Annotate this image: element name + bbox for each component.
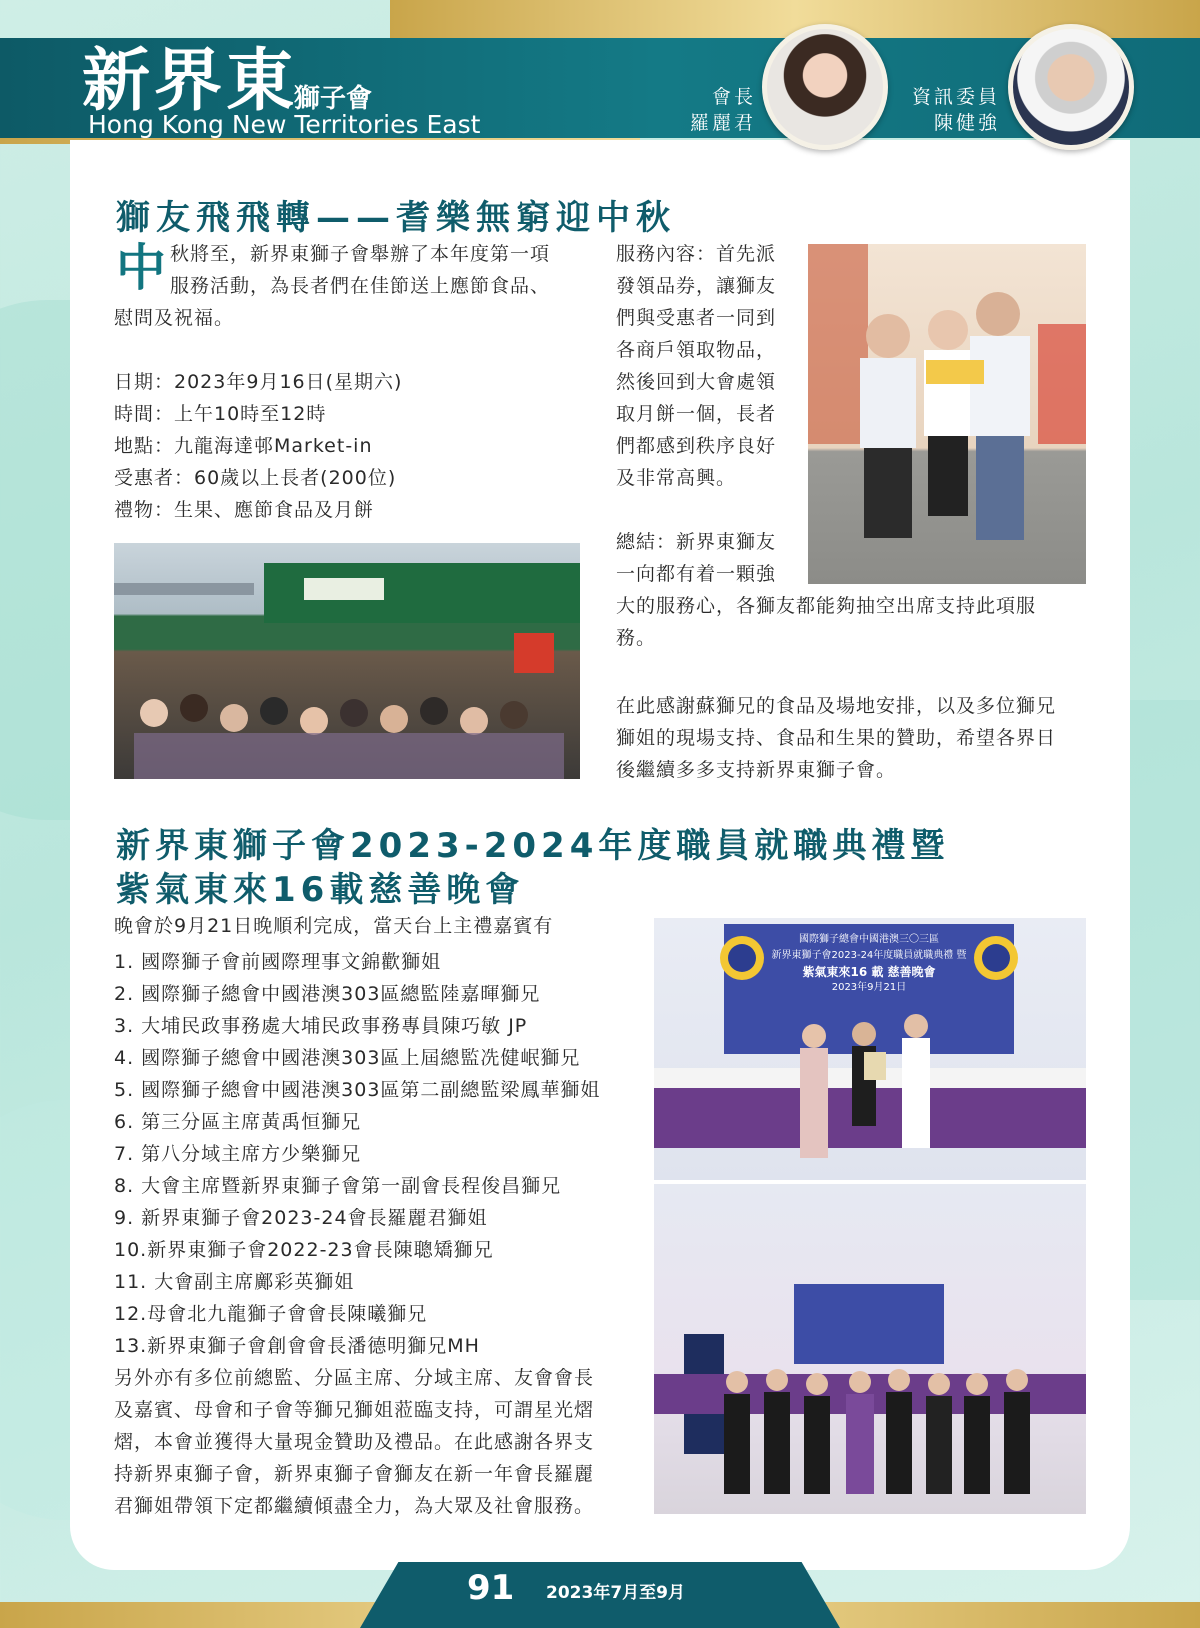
logo-chinese-suffix: 獅子會 [294, 84, 373, 114]
service-line: 然後回到大會處領 [616, 371, 777, 393]
guest-item: 12.母會北九龍獅子會會長陳曦獅兄 [114, 1303, 428, 1325]
group-photo [654, 1184, 1086, 1514]
thanks-line: 獅姐的現場支持、食品和生果的贊助，希望各界日 [616, 727, 1057, 749]
guest-item: 3. 大埔民政事務處大埔民政事務專員陳巧敏 JP [114, 1015, 528, 1037]
president-avatar [762, 24, 888, 150]
guest-item: 2. 國際獅子總會中國港澳303區總監陸嘉暉獅兄 [114, 983, 541, 1005]
thanks-line: 在此感謝蘇獅兄的食品及場地安排，以及多位獅兄 [616, 695, 1057, 717]
article1-intro-line: 慰問及祝福。 [114, 307, 235, 329]
service-line: 及非常高興。 [616, 467, 737, 489]
closing-line: 熠，本會並獲得大量現金贊助及禮品。在此感謝各界支 [114, 1431, 595, 1453]
event-gift: 禮物：生果、應節食品及月餅 [114, 499, 375, 521]
info-name: 陳健強 [933, 112, 1000, 134]
market-crowd-illustration [114, 543, 580, 779]
event-place: 地點：九龍海達邨Market-in [114, 435, 373, 457]
stage-banner-line: 紫氣東來16 載 慈善晚會 [802, 965, 936, 979]
dropcap: 中 [116, 239, 166, 297]
guest-item: 13.新界東獅子會創會會長潘德明獅兄MH [114, 1335, 480, 1357]
guest-item: 11. 大會副主席鄺彩英獅姐 [114, 1271, 355, 1293]
article2-title-line1: 新界東獅子會2023-2024年度職員就職典禮暨 [116, 826, 950, 866]
info-role-block [890, 84, 1000, 136]
guest-item: 6. 第三分區主席黃禹恒獅兄 [114, 1111, 362, 1133]
guest-item: 9. 新界東獅子會2023-24會長羅麗君獅姐 [114, 1207, 488, 1229]
info-committee-avatar [1008, 24, 1134, 150]
president-role: 會長 [711, 86, 756, 108]
guest-item: 5. 國際獅子總會中國港澳303區第二副總監梁鳳華獅姐 [114, 1079, 601, 1101]
stage-banner-line: 2023年9月21日 [831, 982, 907, 993]
issue-label: 2023年7月至9月 [546, 1583, 685, 1603]
event-time: 時間：上午10時至12時 [114, 403, 327, 425]
guest-list [114, 946, 600, 1362]
service-line: 發領品券，讓獅友 [616, 275, 777, 297]
article2-title-line2: 紫氣東來16載慈善晚會 [116, 870, 525, 910]
article1-title: 獅友飛飛轉——耆樂無窮迎中秋 [116, 198, 676, 238]
closing-line: 及嘉賓、母會和子會等獅兄獅姐蒞臨支持，可謂星光熠 [114, 1399, 595, 1421]
stage-award-photo [654, 918, 1086, 1180]
president-name: 羅麗君 [689, 112, 756, 134]
guest-item: 4. 國際獅子總會中國港澳303區上屆總監冼健岷獅兄 [114, 1047, 581, 1069]
stage-banner-line: 新界東獅子會2023-24年度職員就職典禮 暨 [771, 950, 967, 961]
service-line: 各商戶領取物品， [616, 339, 777, 361]
guest-item: 10.新界東獅子會2022-23會長陳聰矯獅兄 [114, 1239, 494, 1261]
summary-line: 總結：新界東獅友 [616, 531, 777, 553]
service-line: 們與受惠者一同到 [616, 307, 777, 329]
closing-line: 另外亦有多位前總監、分區主席、分域主席、友會會長 [114, 1367, 595, 1389]
closing-line: 持新界東獅子會，新界東獅子會獅友在新一年會長羅麗 [114, 1463, 595, 1485]
event-beneficiary: 受惠者：60歲以上長者(200位) [114, 467, 397, 489]
service-line: 們都感到秩序良好 [616, 435, 777, 457]
logo-chinese: 新界東 [82, 42, 299, 121]
closing-line: 君獅姐帶領下定都繼續傾盡全力，為大眾及社會服務。 [114, 1495, 595, 1517]
info-role: 資訊委員 [911, 86, 1000, 108]
event-date: 日期：2023年9月16日(星期六) [114, 371, 403, 393]
summary-line: 一向都有着一顆強 [616, 563, 777, 585]
summary-line: 大的服務心，各獅友都能夠抽空出席支持此項服 [616, 595, 1037, 617]
guest-item: 1. 國際獅子會前國際理事文錦歡獅姐 [114, 951, 442, 973]
article1-intro-line: 秋將至，新界東獅子會舉辦了本年度第一項 [170, 243, 551, 265]
article2-intro: 晚會於9月21日晚順利完成，當天台上主禮嘉賓有 [114, 915, 554, 937]
service-line: 服務內容：首先派 [616, 243, 777, 265]
president-role-block [660, 84, 756, 136]
summary-line: 務。 [616, 627, 657, 649]
service-line: 取月餅一個，長者 [616, 403, 777, 425]
market-crowd-photo [114, 543, 580, 779]
article1-intro-line: 服務活動，為長者們在佳節送上應節食品、 [170, 275, 551, 297]
guest-item: 7. 第八分域主席方少樂獅兄 [114, 1143, 362, 1165]
guest-item: 8. 大會主席暨新界東獅子會第一副會長程俊昌獅兄 [114, 1175, 562, 1197]
page-number: 91 [467, 1568, 515, 1608]
thanks-line: 後繼續多多支持新界東獅子會。 [616, 759, 897, 781]
voucher-photo [808, 244, 1086, 584]
logo-english: Hong Kong New Territories East [88, 110, 481, 139]
stage-award-illustration [654, 918, 1086, 1180]
group-photo-illustration [654, 1184, 1086, 1514]
voucher-photo-illustration [808, 244, 1086, 584]
stage-banner-line: 國際獅子總會中國港澳三〇三區 [799, 934, 939, 945]
